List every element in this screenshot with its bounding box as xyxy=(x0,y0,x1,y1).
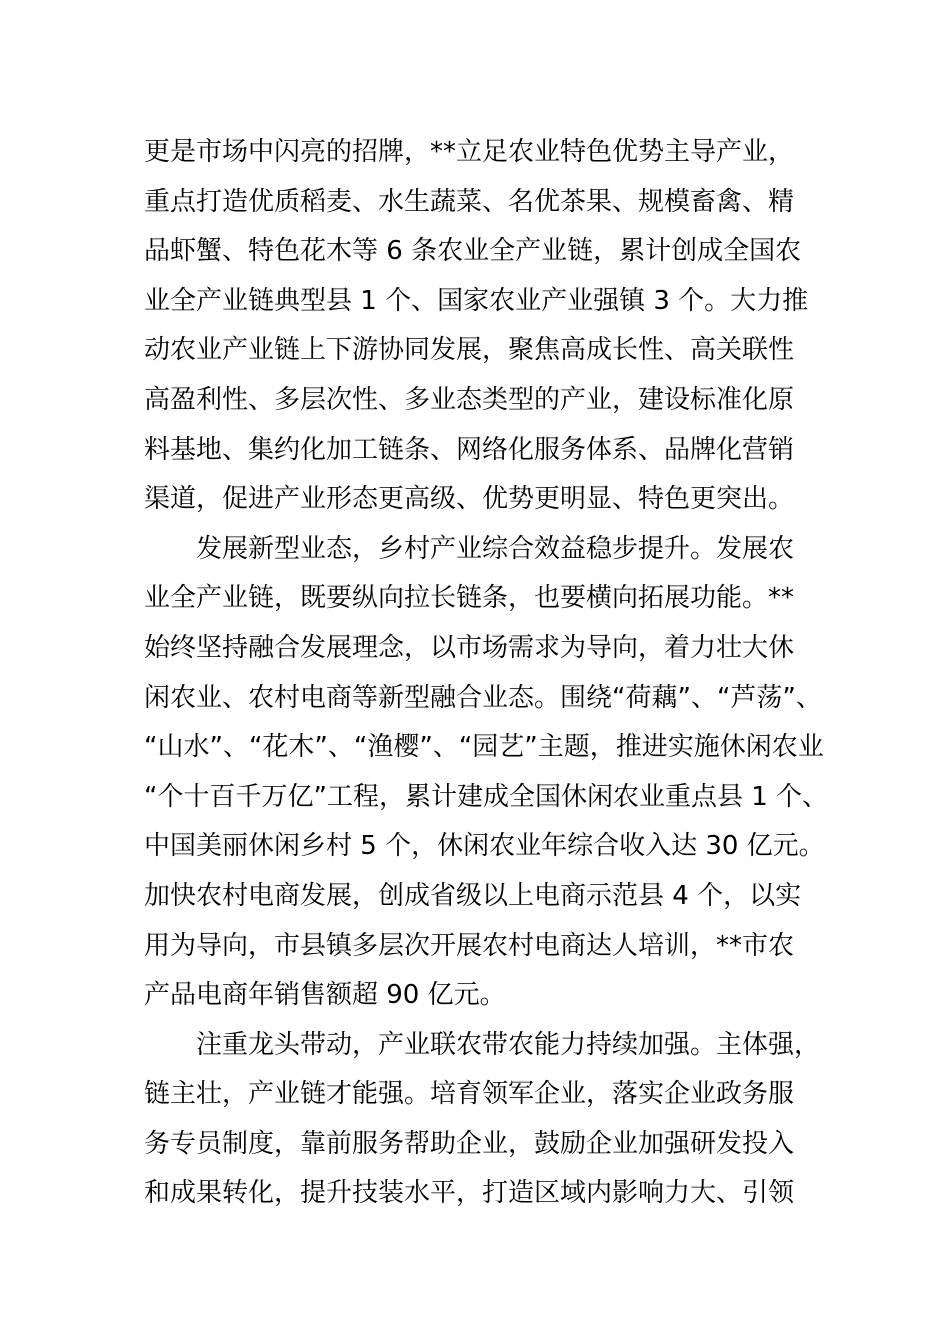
text-line: 品虾蟹、特色花木等 6 条农业全产业链，累计创成全国农 xyxy=(144,236,802,267)
text-line: 务专员制度，靠前服务帮助企业，鼓励企业加强研发投入 xyxy=(144,1128,795,1159)
text-line: “个十百千万亿”工程，累计建成全国休闲农业重点县 1 个、 xyxy=(144,781,829,812)
text-line: 重点打造优质稻麦、水生蔬菜、名优茶果、规模畜禽、精 xyxy=(144,186,795,217)
text-line: 用为导向，市县镇多层次开展农村电商达人培训，**市农 xyxy=(144,930,795,961)
text-line: 加快农村电商发展，创成省级以上电商示范县 4 个，以实 xyxy=(144,880,802,911)
text-line: 更是市场中闪亮的招牌，**立足农业特色优势主导产业， xyxy=(144,137,795,167)
text-line: 中国美丽休闲乡村 5 个，休闲农业年综合收入达 30 亿元。 xyxy=(144,831,825,862)
text-line: 和成果转化，提升技装水平，打造区域内影响力大、引领 xyxy=(144,1178,795,1209)
text-line: 高盈利性、多层次性、多业态类型的产业，建设标准化原 xyxy=(144,384,795,415)
text-line: 渠道，促进产业形态更高级、优势更明显、特色更突出。 xyxy=(144,484,795,515)
text-line: 动农业产业链上下游协同发展，聚焦高成长性、高关联性 xyxy=(144,335,795,366)
text-line: “山水”、“花木”、“渔樱”、“园艺”主题，推进实施休闲农业 xyxy=(144,732,824,763)
text-line: 料基地、集约化加工链条、网络化服务体系、品牌化营销 xyxy=(144,434,795,465)
text-line: 始终坚持融合发展理念，以市场需求为导向，着力壮大休 xyxy=(144,632,795,663)
paragraph-start-line: 发展新型业态，乡村产业综合效益稳步提升。发展农 xyxy=(196,533,795,564)
text-line: 业全产业链，既要纵向拉长链条，也要横向拓展功能。** xyxy=(144,583,795,614)
paragraph-start-line: 注重龙头带动，产业联农带农能力持续加强。主体强， xyxy=(196,1029,821,1060)
text-line: 链主壮，产业链才能强。培育领军企业，落实企业政务服 xyxy=(144,1079,795,1110)
text-line: 产品电商年销售额超 90 亿元。 xyxy=(144,980,506,1011)
text-line: 闲农业、农村电商等新型融合业态。围绕“荷藕”、“芦荡”、 xyxy=(144,682,822,713)
body-text xyxy=(144,128,844,1219)
text-line: 业全产业链典型县 1 个、国家农业产业强镇 3 个。大力推 xyxy=(144,285,809,316)
